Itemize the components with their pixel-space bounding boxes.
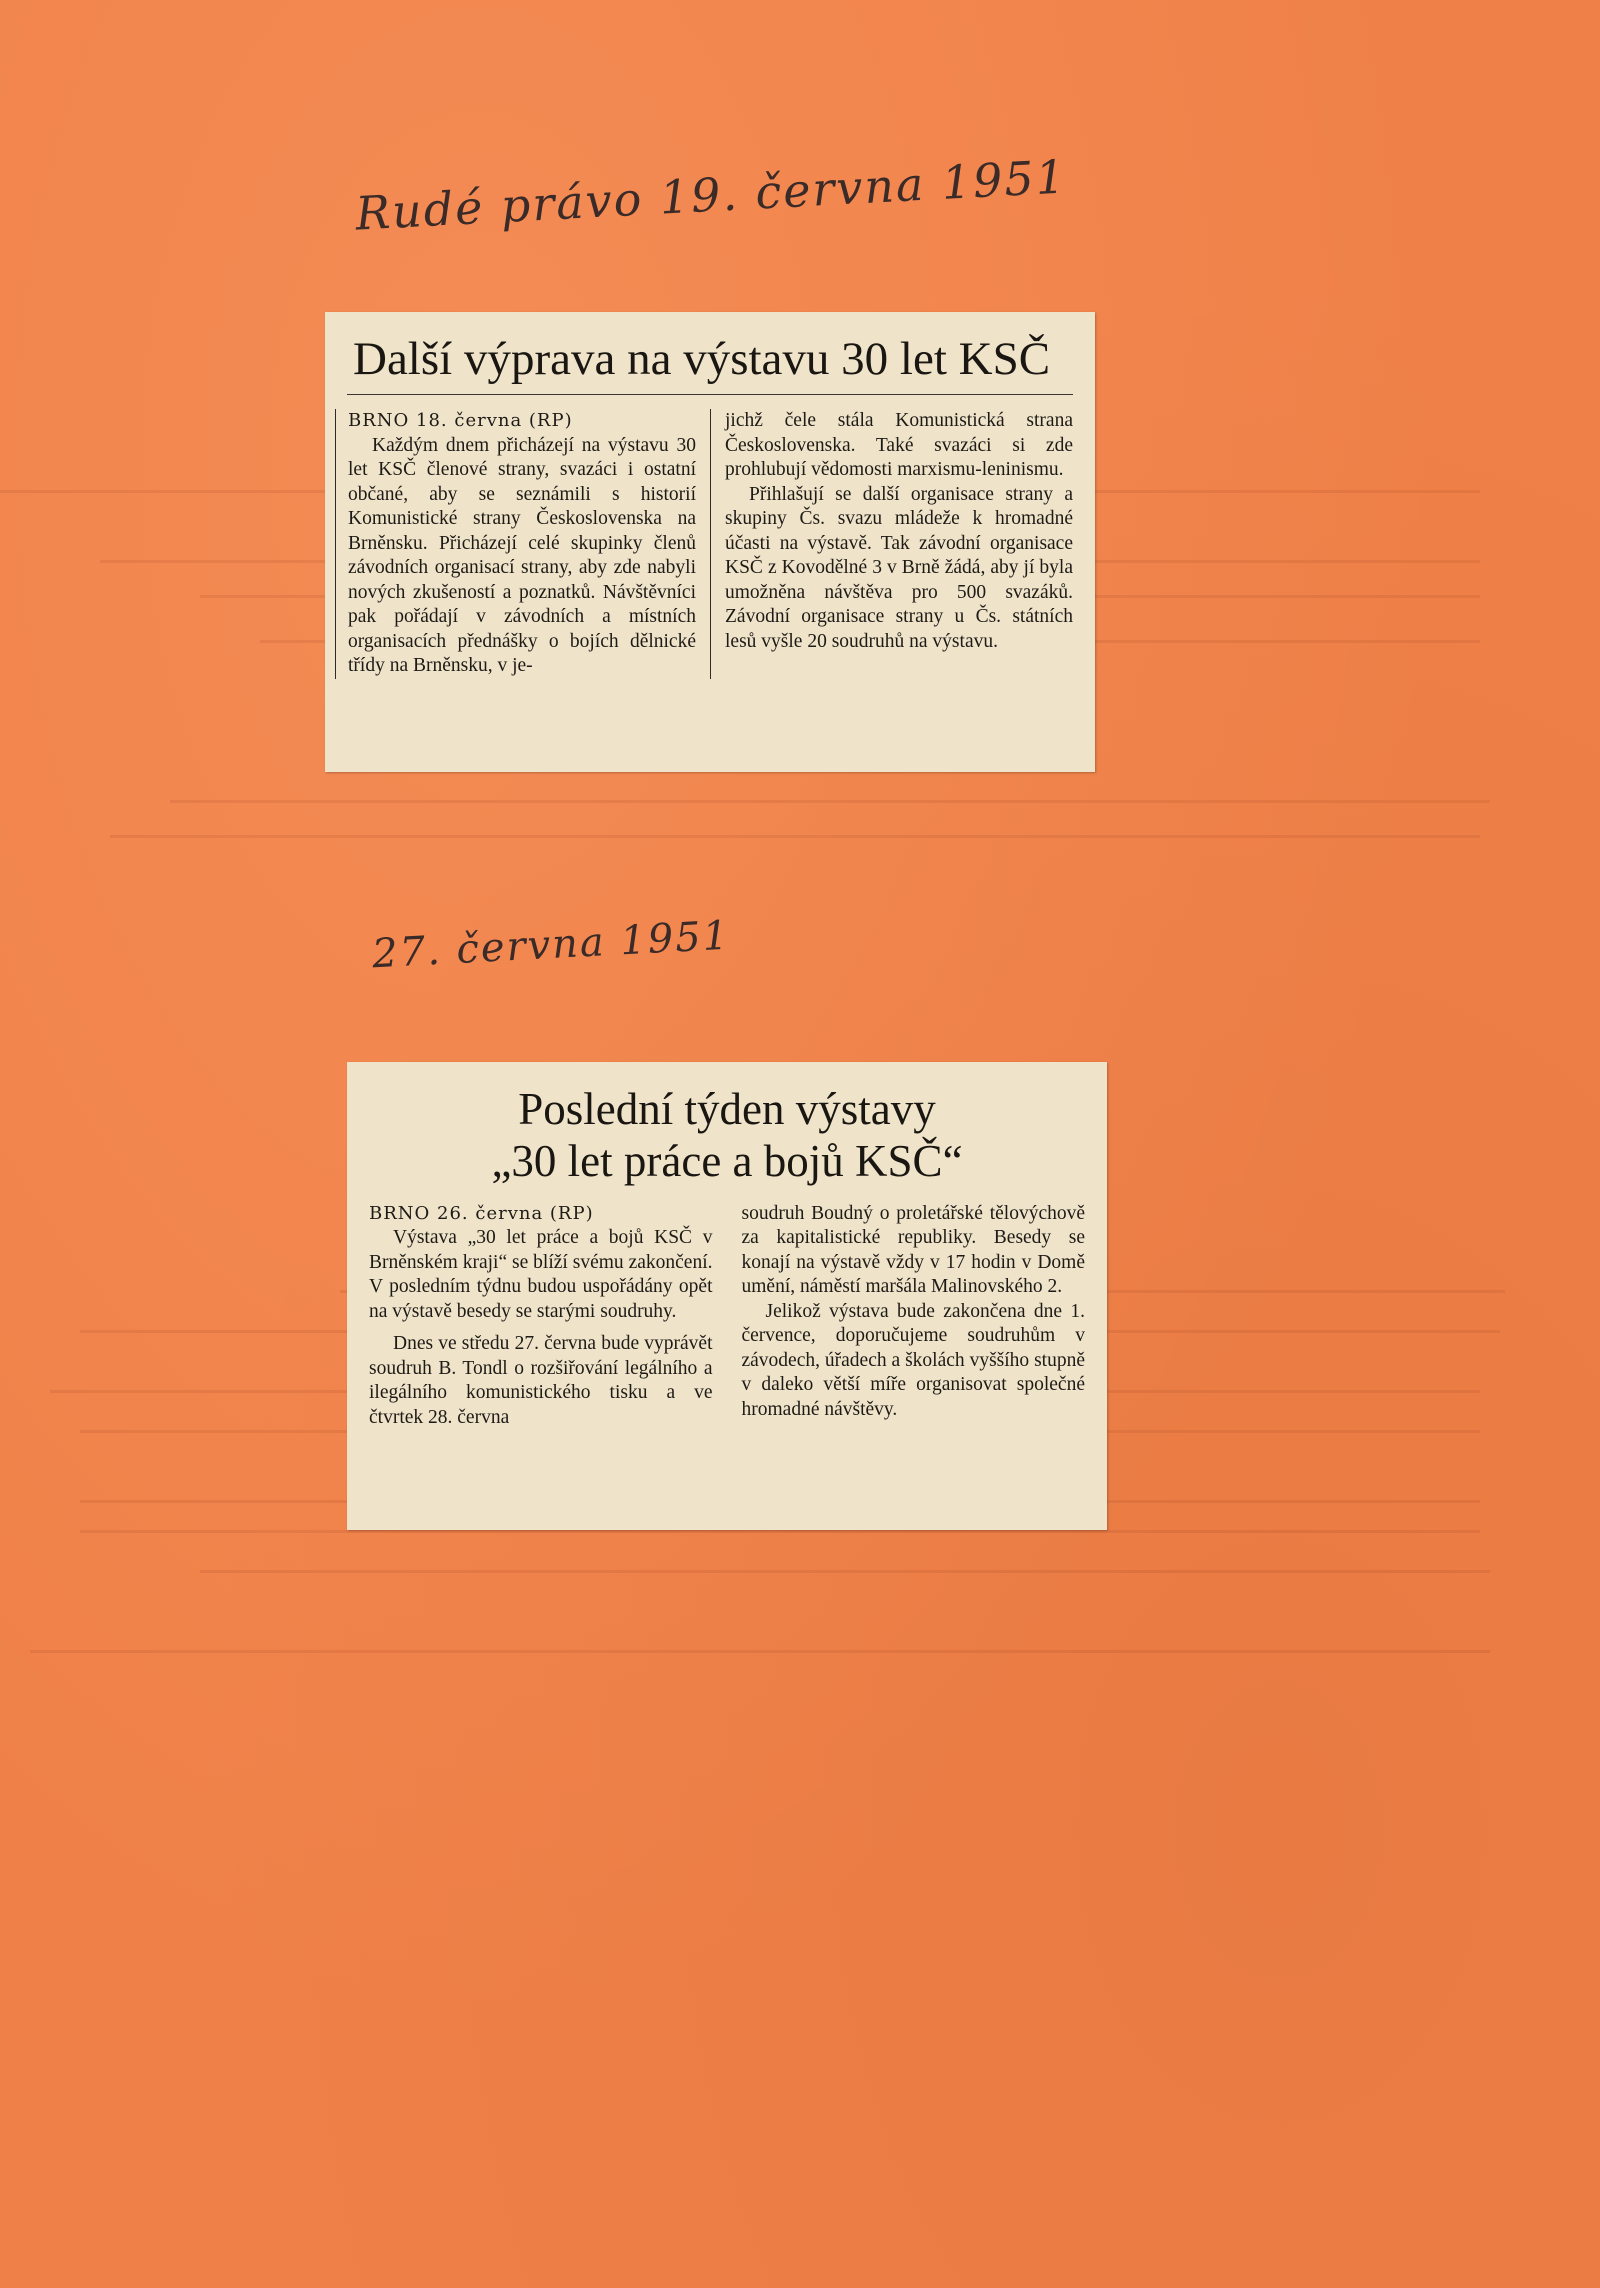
column-divider [710, 409, 711, 679]
handwritten-note-top: Rudé právo 19. června 1951 [354, 149, 1069, 241]
clipping-2-paragraph: Jelikož výstava bude zakončena dne 1. července, doporučujeme soudruhům v závodech, úřadech a školách vyššího stupně v daleko větší míře organisovat společné hromadné návštěvy. [741, 1300, 1085, 1420]
clipping-1-paragraph: Každým dnem přicházejí na výstavu 30 let KSČ členové strany, svazáci i ostatní občané, aby se seznámili s historií Komunistické strany Československa na Brněnsku. Přicházejí celé skupinky členů závodních organisací strany, aby zde nabyli nových zkušeností a poznatků. Návštěvníci pak pořádají v závodních a místních organisacích přednášky o bojích dělnické třídy na Brněnsku, v je- [348, 434, 696, 677]
column-gap [727, 1202, 728, 1431]
clipping-1-dateline: BRNO 18. června (RP) [348, 410, 573, 432]
clipping-1-headline: Další výprava na výstavu 30 let KSČ [347, 332, 1073, 395]
clipping-2-headline [369, 1084, 1085, 1188]
clipping-1-columns [347, 409, 1073, 679]
clipping-2-paragraph: Dnes ve středu 27. června bude vyprávět soudruh B. Tondl o rozšiřování legálního a ilegálního komunistického tisku a ve čtvrtek 28. června [369, 1333, 713, 1428]
clipping-1-left-column [335, 409, 696, 679]
newspaper-clipping-1 [325, 312, 1095, 772]
clipping-2-paragraph: soudruh Boudný o proletářské tělovýchově za kapitalistické republiky. Besedy se konají na výstavě vždy v 17 hodin v Domě umění, náměstí maršála Malinovského 2. [741, 1202, 1085, 1297]
clipping-2-headline-line-2: „30 let práce a bojů KSČ“ [491, 1135, 963, 1186]
clipping-2-paragraph: Výstava „30 let práce a bojů KSČ v Brněnském kraji“ se blíží svému zakončení. V posledním týdnu budou uspořádány opět na výstavě besedy se starými soudruhy. [369, 1227, 713, 1322]
clipping-1-paragraph: Přihlašují se další organisace strany a skupiny Čs. svazu mládeže k hromadné účasti na výstavě. Tak závodní organisace KSČ z Kovodělné 3 v Brně žádá, aby jí byla umožněna návštěva pro 500 svazáků. Závodní organisace strany u Čs. státních lesů vyšle 20 soudruhů na výstavu. [725, 483, 1073, 652]
clipping-2-columns [369, 1202, 1085, 1431]
clipping-2-headline-line-1: Poslední týden výstavy [518, 1084, 936, 1134]
clipping-2-right-column [742, 1202, 1086, 1431]
clipping-2-left-column [369, 1202, 713, 1431]
clipping-2-dateline: BRNO 26. června (RP) [369, 1202, 594, 1224]
clipping-1-right-column [725, 409, 1073, 679]
clipping-1-paragraph: jichž čele stála Komunistická strana Československa. Také svazáci si zde prohlubují vědomosti marxismu-leninismu. [725, 410, 1073, 481]
newspaper-clipping-2 [347, 1062, 1107, 1530]
handwritten-note-middle: 27. června 1951 [371, 912, 732, 978]
